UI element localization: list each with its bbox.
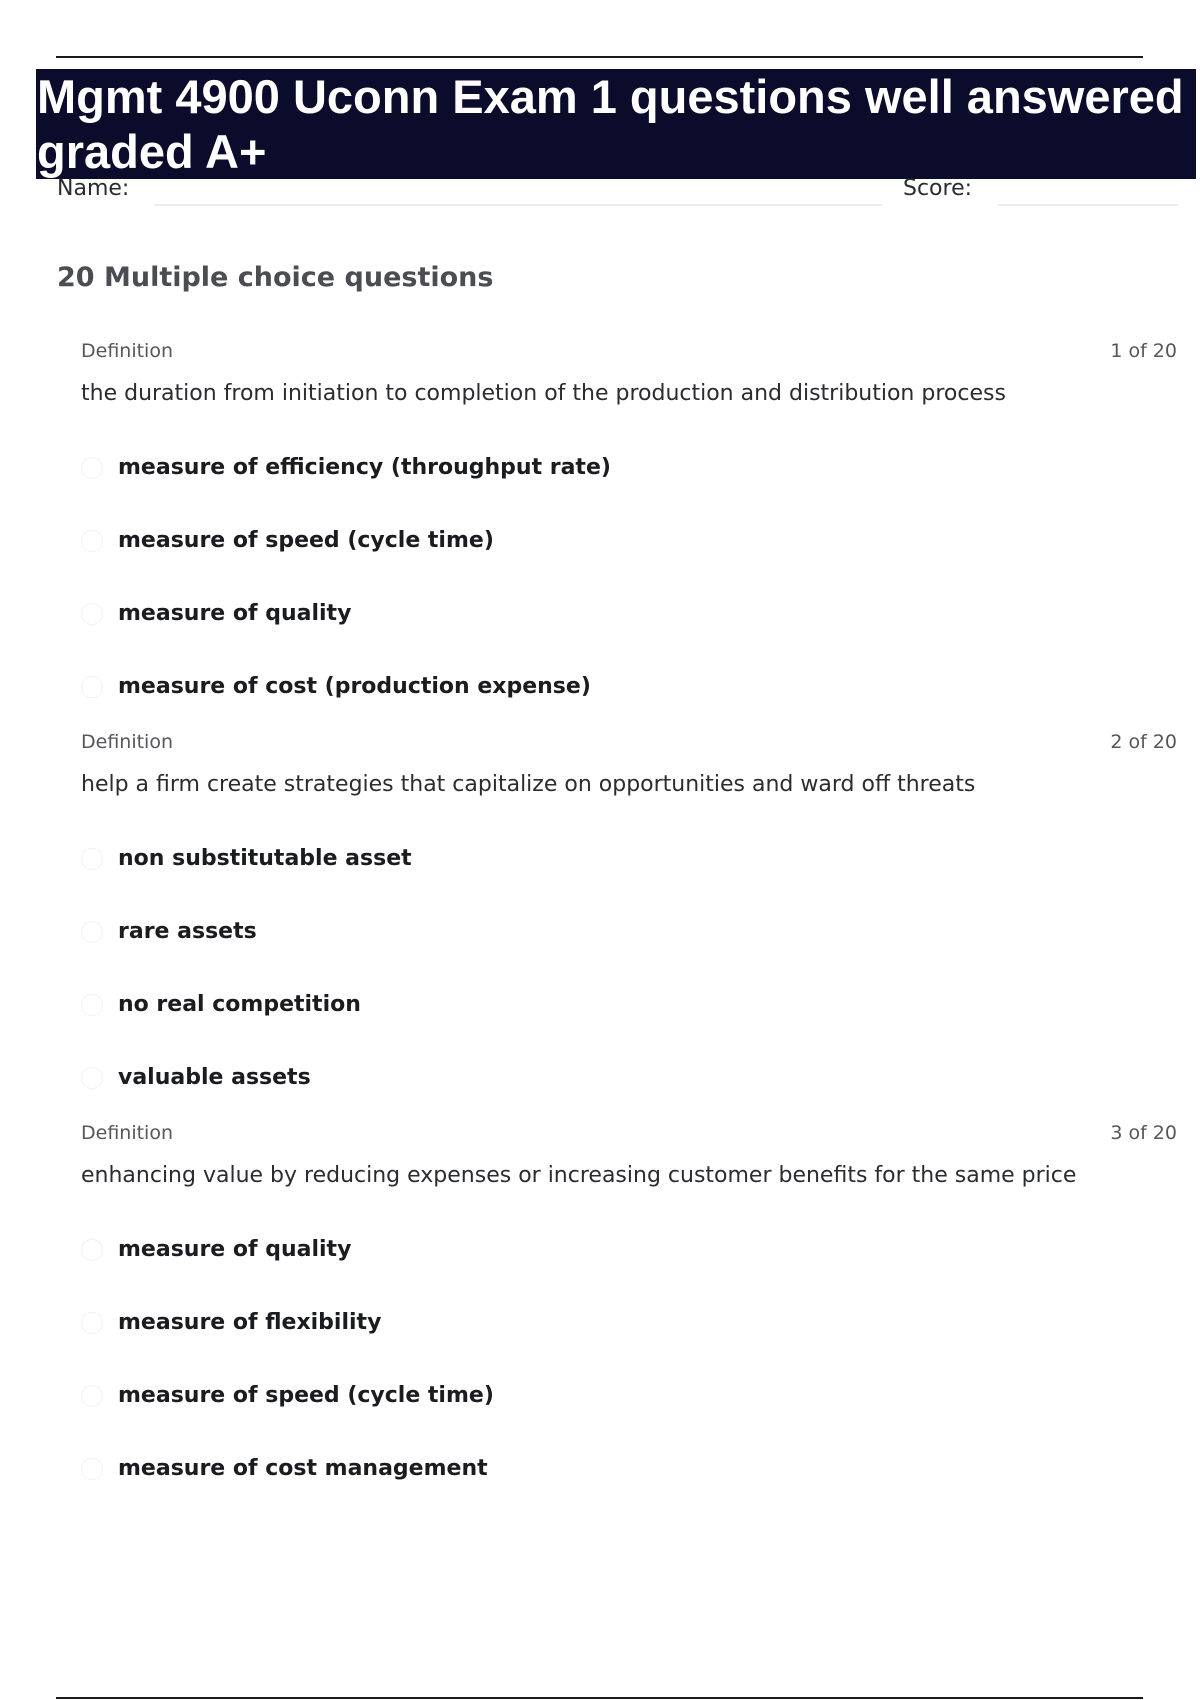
- answer-option-label: valuable assets: [118, 1065, 311, 1090]
- answer-option-label: measure of flexibility: [118, 1310, 382, 1335]
- answer-option[interactable]: [81, 504, 1177, 577]
- answer-option-label: measure of speed (cycle time): [118, 1383, 494, 1408]
- answer-option-label: no real competition: [118, 992, 361, 1017]
- question-counter: 3 of 20: [1110, 1122, 1177, 1144]
- radio-button-icon[interactable]: [81, 994, 103, 1016]
- radio-button-icon[interactable]: [81, 921, 103, 943]
- answer-option-label: measure of cost management: [118, 1456, 488, 1481]
- question-type-label: Definition: [81, 340, 174, 362]
- score-field[interactable]: [998, 204, 1178, 206]
- question-card: [81, 340, 1177, 723]
- radio-button-icon[interactable]: [81, 676, 103, 698]
- answer-option[interactable]: [81, 1432, 1177, 1505]
- radio-button-icon[interactable]: [81, 1458, 103, 1480]
- answer-option[interactable]: [81, 895, 1177, 968]
- radio-button-icon[interactable]: [81, 457, 103, 479]
- document-title: Mgmt 4900 Uconn Exam 1 questions well answered graded A+: [37, 70, 1184, 178]
- answer-option-label: measure of quality: [118, 1237, 352, 1262]
- answer-options: [81, 1213, 1177, 1505]
- question-prompt: the duration from initiation to completion of the production and distribution process: [81, 381, 1006, 406]
- answer-option[interactable]: [81, 968, 1177, 1041]
- answer-option[interactable]: [81, 577, 1177, 650]
- radio-button-icon[interactable]: [81, 1239, 103, 1261]
- answer-options: [81, 822, 1177, 1114]
- answer-option[interactable]: [81, 1359, 1177, 1432]
- answer-option-label: measure of cost (production expense): [118, 674, 591, 699]
- answer-option[interactable]: [81, 1286, 1177, 1359]
- question-counter: 2 of 20: [1110, 731, 1177, 753]
- question-prompt: help a firm create strategies that capitalize on opportunities and ward off threats: [81, 772, 976, 797]
- question-counter: 1 of 20: [1110, 340, 1177, 362]
- question-type-label: Definition: [81, 1122, 174, 1144]
- answer-option-label: rare assets: [118, 919, 257, 944]
- name-score-row: [57, 176, 1177, 206]
- title-banner: [36, 69, 1196, 179]
- answer-option-label: non substitutable asset: [118, 846, 412, 871]
- answer-option[interactable]: [81, 431, 1177, 504]
- question-type-label: Definition: [81, 731, 174, 753]
- radio-button-icon[interactable]: [81, 530, 103, 552]
- radio-button-icon[interactable]: [81, 603, 103, 625]
- answer-option[interactable]: [81, 822, 1177, 895]
- question-prompt: enhancing value by reducing expenses or increasing customer benefits for the same price: [81, 1163, 1077, 1188]
- name-field[interactable]: [154, 204, 882, 206]
- radio-button-icon[interactable]: [81, 848, 103, 870]
- section-title: 20 Multiple choice questions: [57, 262, 494, 293]
- answer-option-label: measure of quality: [118, 601, 352, 626]
- top-divider: [56, 56, 1143, 58]
- question-card: [81, 1122, 1177, 1505]
- question-card: [81, 731, 1177, 1114]
- answer-option[interactable]: [81, 650, 1177, 723]
- answer-option[interactable]: [81, 1213, 1177, 1286]
- radio-button-icon[interactable]: [81, 1385, 103, 1407]
- name-label: Name:: [57, 176, 130, 201]
- bottom-divider: [56, 1697, 1143, 1699]
- answer-option-label: measure of efficiency (throughput rate): [118, 455, 611, 480]
- score-label: Score:: [903, 176, 973, 201]
- answer-option-label: measure of speed (cycle time): [118, 528, 494, 553]
- radio-button-icon[interactable]: [81, 1312, 103, 1334]
- radio-button-icon[interactable]: [81, 1067, 103, 1089]
- answer-options: [81, 431, 1177, 723]
- answer-option[interactable]: [81, 1041, 1177, 1114]
